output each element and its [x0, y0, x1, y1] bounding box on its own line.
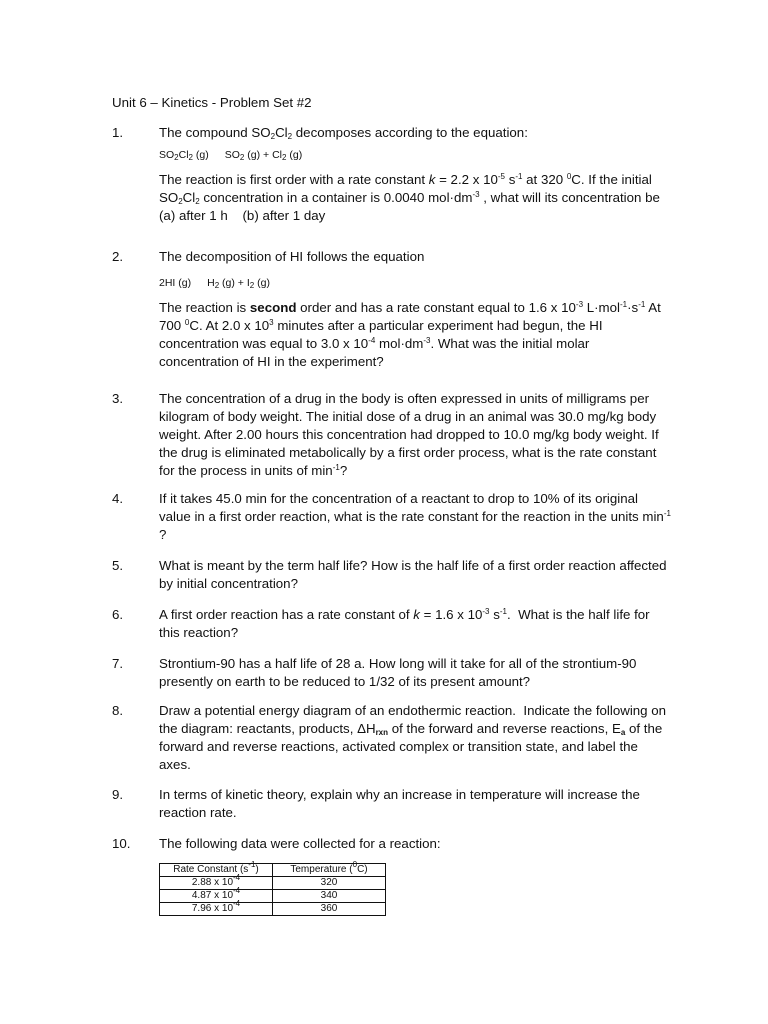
problem-1-equation: $SO_2Cl_2$ (g) $SO_2$ $(g) + Cl_2$ (g) [159, 149, 303, 162]
page-title: Unit 6 – Kinetics - Problem Set #2 [112, 95, 312, 110]
table-header-row [160, 864, 386, 877]
rate-constant-cell: 7.96 x $10^{-4}$ [160, 903, 273, 916]
problem-number: 2. [112, 249, 124, 264]
problem-5 [112, 557, 672, 593]
problem-6 [112, 606, 672, 642]
problem-10 [112, 835, 672, 916]
column-header-temperature: Temperature ($^0$C) [273, 864, 386, 877]
problem-4 [112, 490, 672, 544]
temperature-cell: 360 [273, 903, 386, 916]
table-row [160, 877, 386, 890]
problem-1-intro: The compound $SO_2Cl_2$ decomposes according to the equation: [159, 125, 528, 141]
problem-number: 10. [112, 836, 131, 851]
problem-6-text: A first order reaction has a rate constant of k = 1.6 x $10^{-3}$ $s^{-1}$. What is the half life for this reaction? [159, 607, 650, 640]
problem-8 [112, 702, 672, 774]
problem-10-text: The following data were collected for a reaction: [159, 836, 441, 851]
table-row [160, 890, 386, 903]
problem-number: 7. [112, 656, 124, 671]
problem-number: 5. [112, 558, 124, 573]
problem-number: 8. [112, 703, 124, 718]
problem-5-text: What is meant by the term half life? How is the half life of a first order reaction affected by initial concentration? [159, 558, 667, 591]
problem-number: 9. [112, 787, 124, 802]
problem-8-text: Draw a potential energy diagram of an endothermic reaction. Indicate the following on the diagram: reactants, products, $\Delta H_{rxn}$ of the forward and reverse reactions, $E_a$ of the forward and reverse reactions, activated complex or transition state, and label the axes. [159, 703, 667, 772]
problem-1-question: The reaction is first order with a rate constant k = 2.2 x $10^{-5}$ $s^{-1}$ at 320 $^0$C. If the initial $SO_2Cl_2$ concentration in a container is 0.0040 $mol\cdot dm^{-3}$ , what will its concentration be (a) after 1 h (b) after 1 day [159, 172, 660, 223]
problem-number: 3. [112, 391, 124, 406]
problem-3-text: The concentration of a drug in the body is often expressed in units of milligrams per kilogram of body weight. The initial dose of a drug in an animal was 30.0 mg/kg body weight. After 2.00 hours this concentration had dropped to 10.0 mg/kg body weight. If the drug is eliminated metabolically by a first order process, what is the rate constant for the process in units of $\min^{-1}$? [159, 391, 659, 478]
rate-constant-table [159, 860, 386, 916]
problem-number: 6. [112, 607, 124, 622]
problem-2-question: The reaction is second order and has a rate constant equal to 1.6 x $10^{-3}$ $L\cdot mol^{-1}\cdot s^{-1}$ At 700 $^0$C. At 2.0 x $10^3$ minutes after a particular experiment had begun, the HI concentration was equal to 3.0 x $10^{-4}$ $mol\cdot dm^{-3}$. What was the initial molar concentration of HI in the experiment? [159, 300, 661, 369]
problem-3 [112, 390, 672, 480]
problem-number: 1. [112, 125, 124, 140]
problem-2-equation: 2HI (g) $H_2$ $(g) + I_2$ (g) [159, 277, 270, 290]
problem-number: 4. [112, 491, 124, 506]
rate-constant-cell: 2.88 x $10^{-4}$ [160, 877, 273, 890]
problem-1 [112, 124, 672, 225]
column-header-rate-constant: Rate Constant $(s^{-1})$ [160, 864, 273, 877]
table-row [160, 903, 386, 916]
problem-4-text: If it takes 45.0 min for the concentration of a reactant to drop to 10% of its original value in a first order reaction, what is the rate constant for the reaction in the units $\min^{-1}$ ? [159, 491, 671, 542]
problem-9 [112, 786, 672, 822]
temperature-cell: 320 [273, 877, 386, 890]
problem-7-text: Strontium-90 has a half life of 28 a. How long will it take for all of the strontium-90 presently on earth to be reduced to 1/32 of its present amount? [159, 656, 637, 689]
problem-9-text: In terms of kinetic theory, explain why an increase in temperature will increase the reaction rate. [159, 787, 640, 820]
rate-constant-cell: 4.87 x $10^{-4}$ [160, 890, 273, 903]
problem-2-intro: The decomposition of HI follows the equation [159, 249, 425, 264]
problem-7 [112, 655, 672, 691]
problem-2 [112, 248, 672, 371]
temperature-cell: 340 [273, 890, 386, 903]
